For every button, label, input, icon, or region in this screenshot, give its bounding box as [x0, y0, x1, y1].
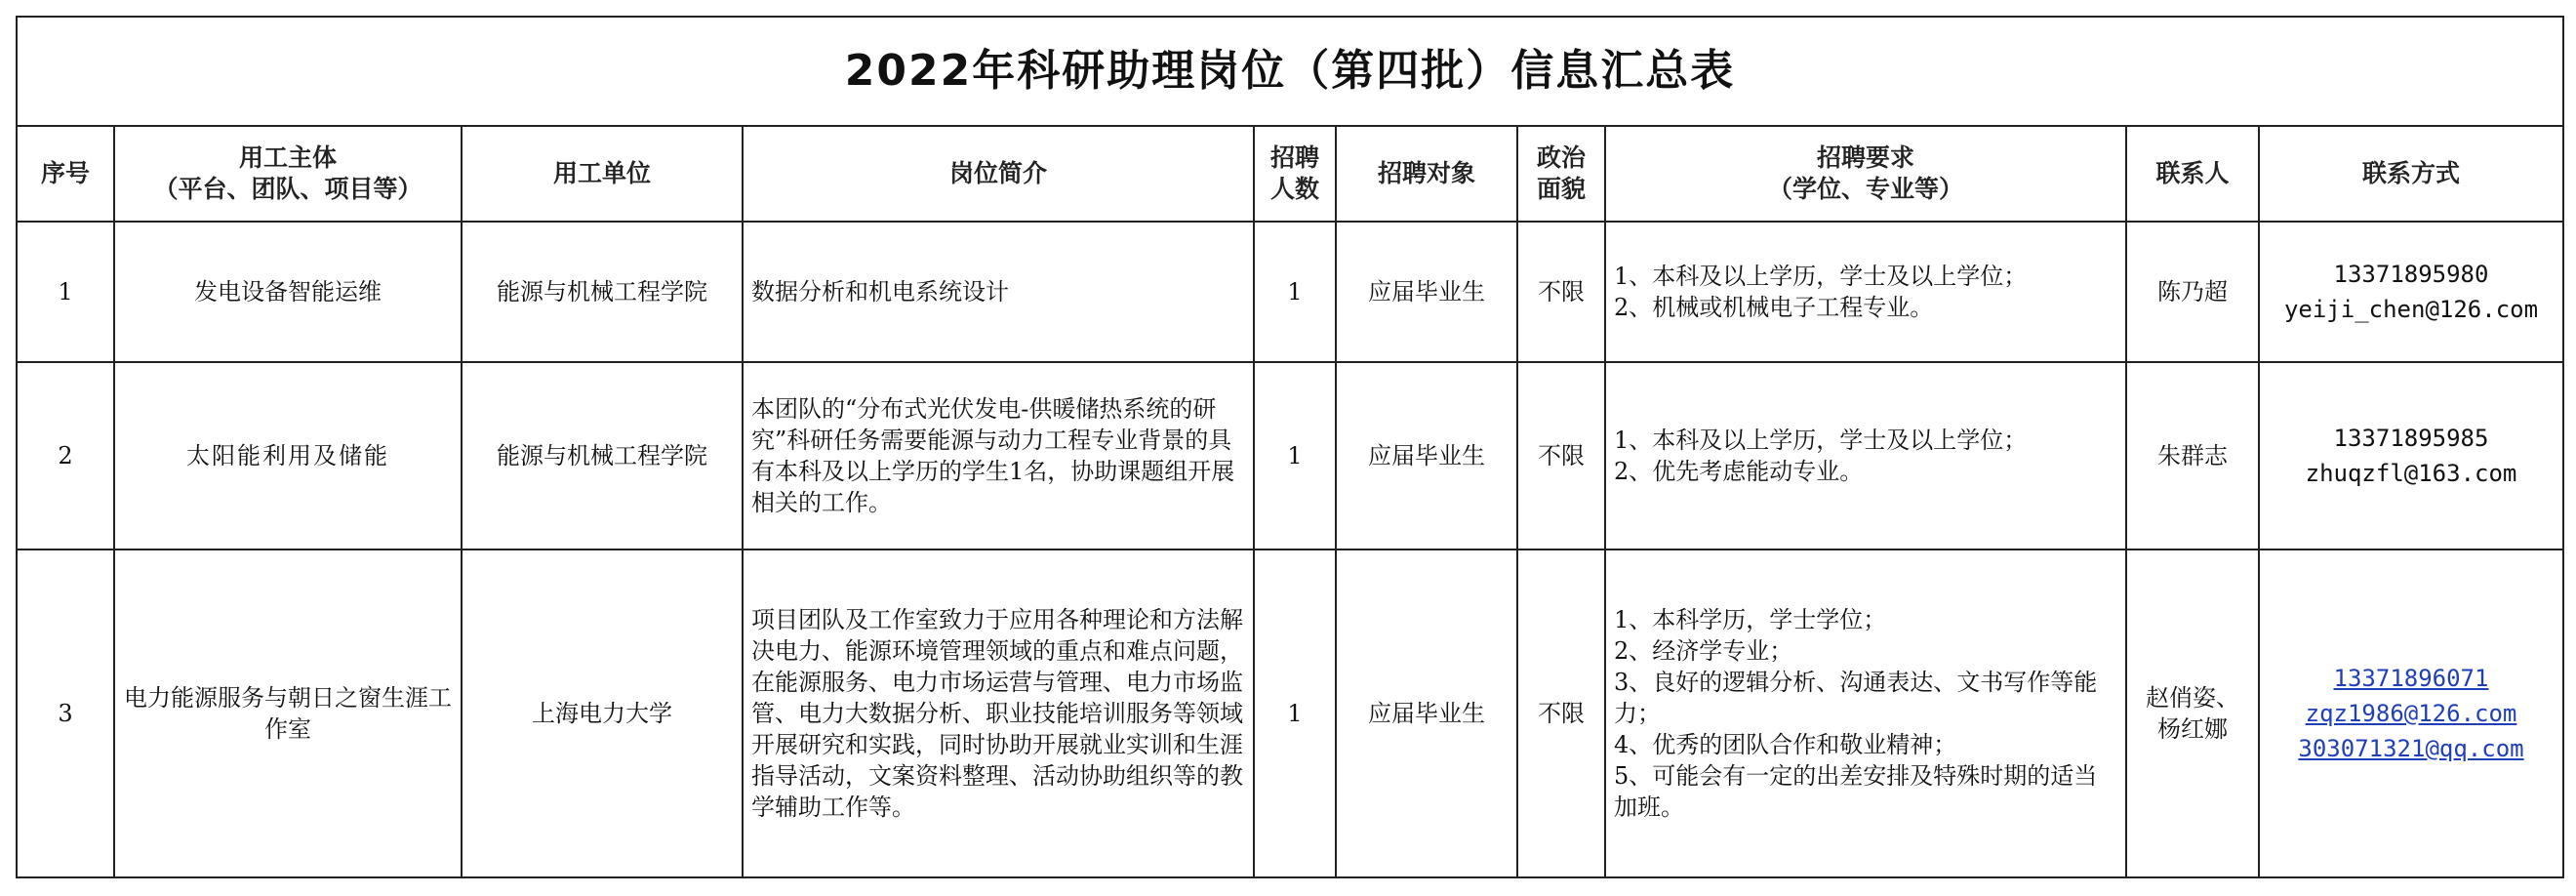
table-row	[17, 550, 2563, 877]
header-seq: 序号	[17, 126, 114, 222]
requirement-item: 2、经济学专业；	[1614, 637, 1793, 665]
cell-requirements	[1605, 362, 2126, 550]
header-political-line1: 政治	[1536, 143, 1586, 172]
cell-subject: 太阳能利用及储能	[114, 362, 462, 550]
cell-intro: 本团队的“分布式光伏发电-供暖储热系统的研究”科研任务需要能源与动力工程专业背景的具有本科及以上学历的学生1名，协助课题组开展相关的工作。	[743, 362, 1254, 550]
header-contact: 联系人	[2126, 126, 2259, 222]
cell-subject: 发电设备智能运维	[114, 222, 462, 362]
cell-political: 不限	[1517, 222, 1605, 362]
cell-seq: 3	[17, 550, 114, 877]
header-subject-line1: 用工主体	[238, 143, 337, 172]
header-contact-method: 联系方式	[2259, 126, 2563, 222]
phone-number: 13371895980	[2333, 261, 2489, 288]
cell-requirements	[1605, 222, 2126, 362]
phone-number: 13371895985	[2333, 425, 2489, 452]
requirement-item: 2、机械或机械电子工程专业。	[1614, 294, 1934, 321]
cell-target: 应届毕业生	[1336, 222, 1517, 362]
cell-political: 不限	[1517, 550, 1605, 877]
email-address: yeiji_chen@126.com	[2283, 296, 2539, 323]
header-unit: 用工单位	[462, 126, 743, 222]
requirement-item: 1、本科学历，学士学位；	[1614, 606, 1887, 633]
table-row	[17, 222, 2563, 362]
header-req-line2: （学位、专业等）	[1767, 175, 1963, 203]
cell-contact: 赵俏姿、杨红娜	[2126, 550, 2259, 877]
header-political	[1517, 126, 1605, 222]
cell-seq: 2	[17, 362, 114, 550]
cell-contact-method	[2259, 362, 2563, 550]
cell-seq: 1	[17, 222, 114, 362]
header-subject	[114, 126, 462, 222]
email-link[interactable]: 303071321@qq.com	[2298, 735, 2524, 762]
cell-subject: 电力能源服务与朝日之窗生涯工作室	[114, 550, 462, 877]
requirement-item: 1、本科及以上学历，学士及以上学位；	[1614, 263, 2028, 290]
cell-target: 应届毕业生	[1336, 362, 1517, 550]
header-intro: 岗位简介	[743, 126, 1254, 222]
cell-contact-method	[2259, 222, 2563, 362]
cell-count: 1	[1254, 550, 1336, 877]
cell-intro: 数据分析和机电系统设计	[743, 222, 1254, 362]
table-title: 2022年科研助理岗位（第四批）信息汇总表	[17, 17, 2563, 126]
requirement-item: 4、优秀的团队合作和敬业精神；	[1614, 731, 1957, 758]
header-req-line1: 招聘要求	[1816, 143, 1914, 172]
cell-political: 不限	[1517, 362, 1605, 550]
table-row	[17, 362, 2563, 550]
cell-contact: 朱群志	[2126, 362, 2259, 550]
header-count	[1254, 126, 1336, 222]
cell-count: 1	[1254, 362, 1336, 550]
header-target: 招聘对象	[1336, 126, 1517, 222]
requirement-item: 3、良好的逻辑分析、沟通表达、文书写作等能力；	[1614, 669, 2098, 727]
cell-unit: 上海电力大学	[462, 550, 743, 877]
phone-link[interactable]: 13371896071	[2333, 665, 2489, 692]
header-count-line2: 人数	[1269, 175, 1319, 203]
header-row	[17, 126, 2563, 222]
cell-unit: 能源与机械工程学院	[462, 222, 743, 362]
email-link[interactable]: zqz1986@126.com	[2305, 700, 2517, 727]
header-count-line1: 招聘	[1269, 143, 1319, 172]
summary-sheet	[16, 16, 2562, 878]
header-requirements	[1605, 126, 2126, 222]
requirement-item: 5、可能会有一定的出差安排及特殊时期的适当加班。	[1614, 762, 2098, 821]
cell-contact: 陈乃超	[2126, 222, 2259, 362]
header-subject-line2: （平台、团队、项目等）	[153, 175, 423, 203]
cell-intro: 项目团队及工作室致力于应用各种理论和方法解决电力、能源环境管理领域的重点和难点问题，在能源服务、电力市场运营与管理、电力市场监管、电力大数据分析、职业技能培训服务等领域开展研究和实践，同时协助开展就业实训和生涯指导活动，文案资料整理、活动协助组织等的教学辅助工作等。	[743, 550, 1254, 877]
email-address: zhuqzfl@163.com	[2305, 460, 2517, 487]
positions-table	[16, 16, 2564, 878]
cell-requirements	[1605, 550, 2126, 877]
cell-contact-method	[2259, 550, 2563, 877]
requirement-item: 1、本科及以上学历，学士及以上学位；	[1614, 427, 2028, 454]
requirement-item: 2、优先考虑能动专业。	[1614, 458, 1864, 485]
cell-count: 1	[1254, 222, 1336, 362]
cell-target: 应届毕业生	[1336, 550, 1517, 877]
cell-unit: 能源与机械工程学院	[462, 362, 743, 550]
header-political-line2: 面貌	[1536, 175, 1586, 203]
